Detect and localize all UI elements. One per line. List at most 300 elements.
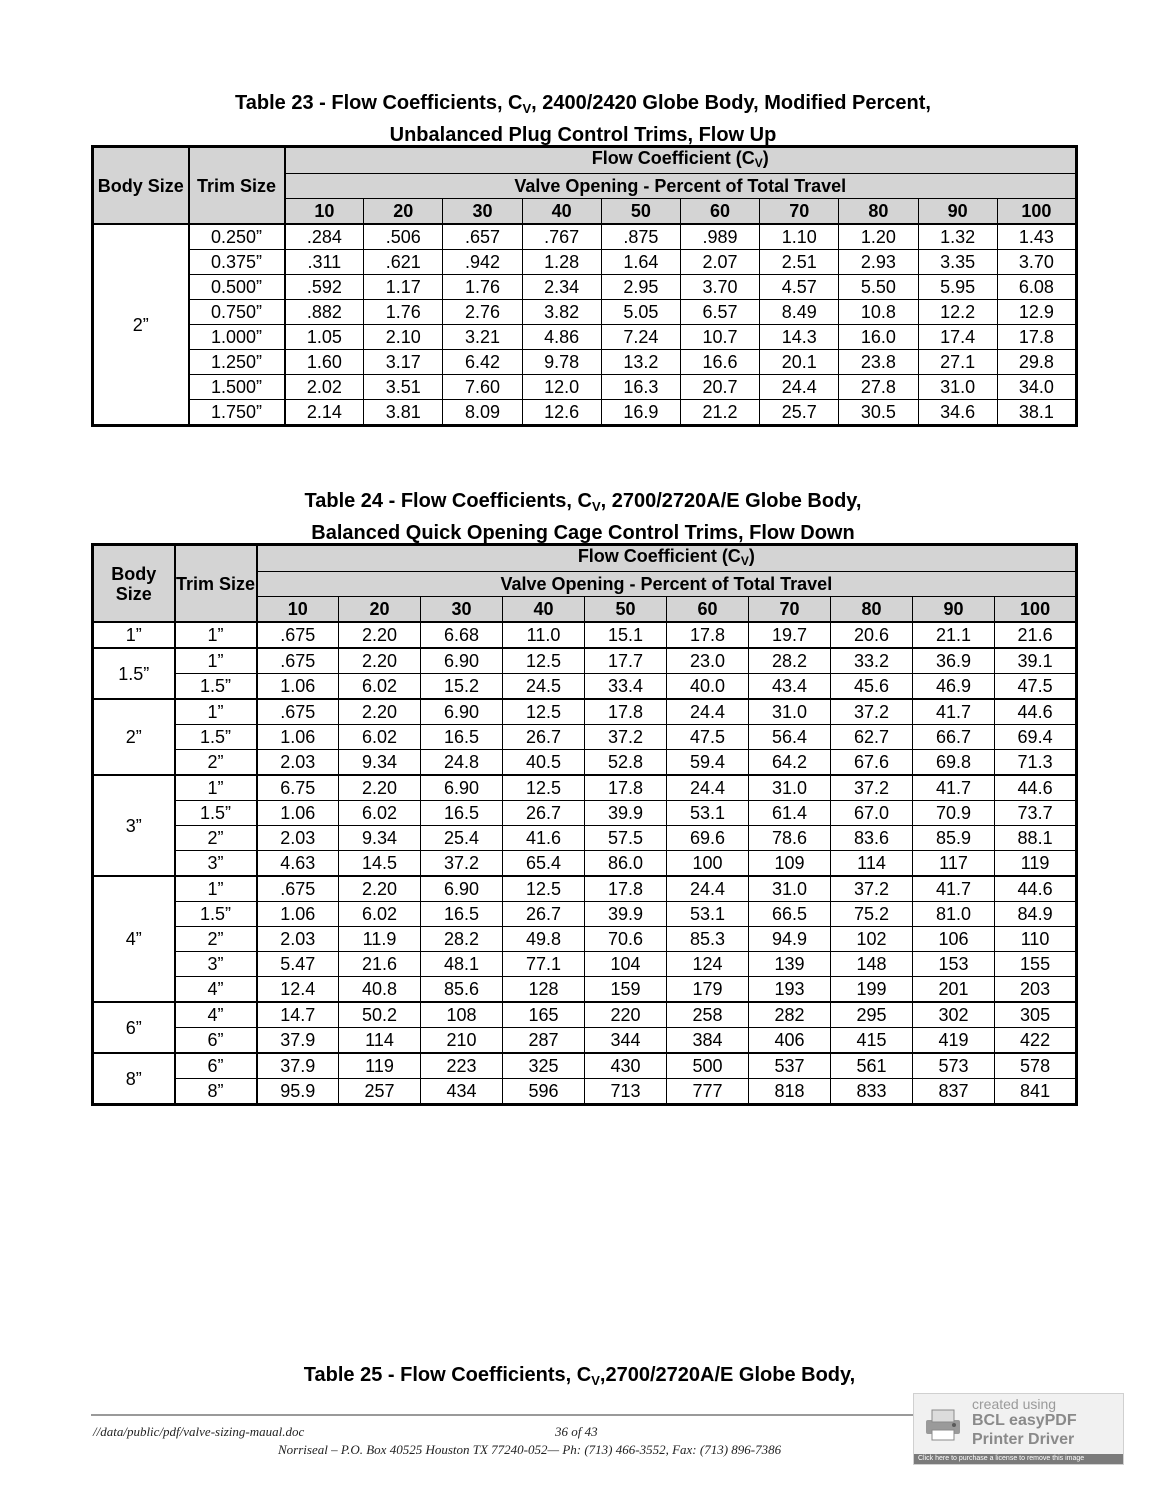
cv-value-cell: 114 — [339, 1028, 421, 1054]
cv-value-cell: 21.6 — [339, 952, 421, 977]
cv-value-cell: 12.4 — [257, 977, 339, 1003]
cv-value-cell: 33.4 — [585, 674, 667, 700]
cv-value-cell: 24.8 — [421, 750, 503, 776]
cv-value-cell: 23.8 — [839, 350, 918, 375]
body-size-cell: 4” — [93, 876, 175, 1002]
cv-value-cell: 20.6 — [831, 622, 913, 648]
cv-value-cell: 24.4 — [667, 699, 749, 725]
cv-value-cell: 223 — [421, 1053, 503, 1079]
cv-value-cell: 109 — [749, 851, 831, 877]
percent-header: 80 — [831, 597, 913, 623]
cv-value-cell: 1.32 — [918, 224, 997, 250]
trim-size-cell: 1.250” — [189, 350, 285, 375]
cv-value-cell: 6.42 — [443, 350, 522, 375]
cv-value-cell: 11.0 — [503, 622, 585, 648]
cv-value-cell: 1.05 — [285, 325, 364, 350]
trim-size-header: Trim Size — [175, 545, 257, 623]
cv-value-cell: 6.02 — [339, 725, 421, 750]
cv-value-cell: 19.7 — [749, 622, 831, 648]
cv-value-cell: 70.9 — [913, 801, 995, 826]
cv-value-cell: .882 — [285, 300, 364, 325]
cv-value-cell: 34.0 — [997, 375, 1076, 400]
cv-value-cell: 6.90 — [421, 775, 503, 801]
cv-value-cell: 15.2 — [421, 674, 503, 700]
cv-value-cell: 258 — [667, 1002, 749, 1028]
table-23-caption — [90, 90, 1076, 149]
trim-size-header: Trim Size — [189, 147, 285, 225]
cv-value-cell: 179 — [667, 977, 749, 1003]
body-size-cell: 1.5” — [93, 648, 175, 699]
cv-value-cell: 1.06 — [257, 725, 339, 750]
percent-header: 100 — [997, 199, 1076, 225]
percent-header: 10 — [285, 199, 364, 225]
cv-value-cell: 6.08 — [997, 275, 1076, 300]
percent-header: 30 — [443, 199, 522, 225]
percent-header: 30 — [421, 597, 503, 623]
trim-size-cell: 1” — [175, 876, 257, 902]
trim-size-cell: 0.375” — [189, 250, 285, 275]
cv-value-cell: .675 — [257, 622, 339, 648]
table-23-caption-line2: Unbalanced Plug Control Trims, Flow Up — [389, 124, 777, 146]
cv-value-cell: 10.8 — [839, 300, 918, 325]
cv-value-cell: 7.60 — [443, 375, 522, 400]
cv-value-cell: 31.0 — [749, 775, 831, 801]
cv-value-cell: 110 — [995, 927, 1077, 952]
percent-header: 70 — [760, 199, 839, 225]
cv-value-cell: 25.7 — [760, 400, 839, 426]
cv-value-cell: 2.20 — [339, 876, 421, 902]
trim-size-cell: 8” — [175, 1079, 257, 1105]
cv-value-cell: 20.7 — [680, 375, 759, 400]
table-row — [93, 927, 1077, 952]
table-row — [93, 648, 1077, 674]
table-row — [93, 1028, 1077, 1054]
percent-header: 40 — [503, 597, 585, 623]
cv-value-cell: 66.7 — [913, 725, 995, 750]
cv-value-cell: 305 — [995, 1002, 1077, 1028]
cv-value-cell: 41.6 — [503, 826, 585, 851]
percent-header: 50 — [585, 597, 667, 623]
trim-size-cell: 1.5” — [175, 674, 257, 700]
table-row — [93, 400, 1077, 426]
cv-value-cell: .506 — [364, 224, 443, 250]
cv-value-cell: 119 — [995, 851, 1077, 877]
cv-value-cell: 422 — [995, 1028, 1077, 1054]
cv-value-cell: 17.4 — [918, 325, 997, 350]
cv-value-cell: 1.76 — [443, 275, 522, 300]
cv-value-cell: 25.4 — [421, 826, 503, 851]
cv-value-cell: 119 — [339, 1053, 421, 1079]
cv-value-cell: 70.6 — [585, 927, 667, 952]
cv-value-cell: 1.43 — [997, 224, 1076, 250]
flow-coefficient-header: Flow Coefficient $(C_V)$ — [285, 147, 1077, 174]
cv-value-cell: 2.20 — [339, 775, 421, 801]
cv-value-cell: .675 — [257, 648, 339, 674]
footer-path: //data/public/pdf/valve-sizing-maual.doc — [93, 1424, 305, 1439]
cv-value-cell: 537 — [749, 1053, 831, 1079]
cv-value-cell: 100 — [667, 851, 749, 877]
cv-value-cell: 16.0 — [839, 325, 918, 350]
cv-value-cell: 6.90 — [421, 876, 503, 902]
cv-value-cell: 16.6 — [680, 350, 759, 375]
cv-value-cell: 108 — [421, 1002, 503, 1028]
cv-value-cell: 1.17 — [364, 275, 443, 300]
cv-value-cell: 302 — [913, 1002, 995, 1028]
cv-value-cell: 57.5 — [585, 826, 667, 851]
cv-value-cell: 6.02 — [339, 674, 421, 700]
percent-header: 80 — [839, 199, 918, 225]
cv-value-cell: 153 — [913, 952, 995, 977]
badge-line2: BCL easyPDF — [972, 1412, 1077, 1429]
table-23 — [91, 145, 1078, 427]
trim-size-cell: 0.500” — [189, 275, 285, 300]
cv-value-cell: 1.28 — [522, 250, 601, 275]
cv-value-cell: 44.6 — [995, 775, 1077, 801]
cv-value-cell: 39.9 — [585, 801, 667, 826]
cv-value-cell: 2.03 — [257, 750, 339, 776]
cv-value-cell: 13.2 — [601, 350, 680, 375]
table-24-caption-line2: Balanced Quick Opening Cage Control Trims, Flow Down — [311, 522, 855, 544]
cv-value-cell: 287 — [503, 1028, 585, 1054]
cv-value-cell: 561 — [831, 1053, 913, 1079]
cv-value-cell: .875 — [601, 224, 680, 250]
cv-value-cell: 9.78 — [522, 350, 601, 375]
cv-value-cell: 6.90 — [421, 648, 503, 674]
cv-value-cell: 818 — [749, 1079, 831, 1105]
table-row — [93, 876, 1077, 902]
cv-value-cell: 6.75 — [257, 775, 339, 801]
cv-value-cell: 8.09 — [443, 400, 522, 426]
cv-value-cell: 384 — [667, 1028, 749, 1054]
table-23-caption-line1: Table 23 - Flow Coefficients, $C_V$, 2400/2420 Globe Body, Modified Percent, — [235, 92, 931, 116]
cv-value-cell: 47.5 — [995, 674, 1077, 700]
cv-value-cell: 12.5 — [503, 775, 585, 801]
cv-value-cell: 26.7 — [503, 801, 585, 826]
cv-value-cell: 73.7 — [995, 801, 1077, 826]
table-row — [93, 622, 1077, 648]
percent-header: 40 — [522, 199, 601, 225]
cv-value-cell: 46.9 — [913, 674, 995, 700]
cv-value-cell: 27.8 — [839, 375, 918, 400]
table-24-caption-line1: Table 24 - Flow Coefficients, $C_V$, 2700/2720A/E Globe Body, — [304, 490, 862, 514]
cv-value-cell: 1.64 — [601, 250, 680, 275]
cv-value-cell: 6.90 — [421, 699, 503, 725]
cv-value-cell: 21.6 — [995, 622, 1077, 648]
cv-value-cell: 12.9 — [997, 300, 1076, 325]
cv-value-cell: 37.2 — [421, 851, 503, 877]
badge-line1: created using — [972, 1396, 1057, 1412]
cv-value-cell: 50.2 — [339, 1002, 421, 1028]
cv-value-cell: 841 — [995, 1079, 1077, 1105]
cv-value-cell: 23.0 — [667, 648, 749, 674]
cv-value-cell: 257 — [339, 1079, 421, 1105]
cv-value-cell: 14.7 — [257, 1002, 339, 1028]
cv-value-cell: 777 — [667, 1079, 749, 1105]
cv-value-cell: 78.6 — [749, 826, 831, 851]
cv-value-cell: 6.57 — [680, 300, 759, 325]
body-size-cell: 1” — [93, 622, 175, 648]
cv-value-cell: 3.81 — [364, 400, 443, 426]
cv-value-cell: 59.4 — [667, 750, 749, 776]
cv-value-cell: 24.4 — [667, 876, 749, 902]
trim-size-cell: 1.5” — [175, 902, 257, 927]
cv-value-cell: 69.4 — [995, 725, 1077, 750]
cv-value-cell: 16.5 — [421, 801, 503, 826]
table-row — [93, 1053, 1077, 1079]
table-row — [93, 725, 1077, 750]
trim-size-cell: 2” — [175, 826, 257, 851]
cv-value-cell: 2.95 — [601, 275, 680, 300]
cv-value-cell: 419 — [913, 1028, 995, 1054]
cv-value-cell: 295 — [831, 1002, 913, 1028]
cv-value-cell: 41.7 — [913, 775, 995, 801]
cv-value-cell: 86.0 — [585, 851, 667, 877]
cv-value-cell: 67.0 — [831, 801, 913, 826]
trim-size-cell: 6” — [175, 1028, 257, 1054]
cv-value-cell: 128 — [503, 977, 585, 1003]
body-size-cell: 2” — [93, 699, 175, 775]
cv-value-cell: 159 — [585, 977, 667, 1003]
table-row — [93, 375, 1077, 400]
cv-value-cell: .621 — [364, 250, 443, 275]
cv-value-cell: 434 — [421, 1079, 503, 1105]
cv-value-cell: 37.9 — [257, 1028, 339, 1054]
cv-value-cell: .284 — [285, 224, 364, 250]
cv-value-cell: 24.4 — [667, 775, 749, 801]
cv-value-cell: 44.6 — [995, 876, 1077, 902]
body-size-cell: 8” — [93, 1053, 175, 1105]
easypdf-badge[interactable] — [913, 1393, 1124, 1465]
cv-value-cell: 3.82 — [522, 300, 601, 325]
cv-value-cell: 203 — [995, 977, 1077, 1003]
cv-value-cell: 69.8 — [913, 750, 995, 776]
cv-value-cell: 40.8 — [339, 977, 421, 1003]
cv-value-cell: 17.8 — [585, 699, 667, 725]
cv-value-cell: 28.2 — [421, 927, 503, 952]
cv-value-cell: 45.6 — [831, 674, 913, 700]
cv-value-cell: 69.6 — [667, 826, 749, 851]
cv-value-cell: 1.06 — [257, 674, 339, 700]
cv-value-cell: 833 — [831, 1079, 913, 1105]
trim-size-cell: 1.500” — [189, 375, 285, 400]
cv-value-cell: 2.20 — [339, 699, 421, 725]
cv-value-cell: 27.1 — [918, 350, 997, 375]
cv-value-cell: 3.70 — [680, 275, 759, 300]
cv-value-cell: 37.2 — [585, 725, 667, 750]
cv-value-cell: 85.9 — [913, 826, 995, 851]
cv-value-cell: 31.0 — [749, 876, 831, 902]
cv-value-cell: 596 — [503, 1079, 585, 1105]
cv-value-cell: 17.8 — [585, 876, 667, 902]
cv-value-cell: 5.50 — [839, 275, 918, 300]
trim-size-cell: 4” — [175, 1002, 257, 1028]
trim-size-cell: 3” — [175, 851, 257, 877]
cv-value-cell: 2.10 — [364, 325, 443, 350]
cv-value-cell: 49.8 — [503, 927, 585, 952]
trim-size-cell: 6” — [175, 1053, 257, 1079]
cv-value-cell: 3.51 — [364, 375, 443, 400]
table-row — [93, 350, 1077, 375]
cv-value-cell: 2.20 — [339, 648, 421, 674]
table-row — [93, 826, 1077, 851]
table-25-caption: Table 25 - Flow Coefficients, $C_V,2700/2720A/E$ Globe Body, — [303, 1364, 856, 1388]
badge-line3: Printer Driver — [972, 1431, 1075, 1448]
cv-value-cell: 43.4 — [749, 674, 831, 700]
cv-value-cell: .989 — [680, 224, 759, 250]
cv-value-cell: 30.5 — [839, 400, 918, 426]
cv-value-cell: 83.6 — [831, 826, 913, 851]
cv-value-cell: 4.63 — [257, 851, 339, 877]
cv-value-cell: 6.02 — [339, 801, 421, 826]
cv-value-cell: 84.9 — [995, 902, 1077, 927]
cv-value-cell: 1.20 — [839, 224, 918, 250]
footer-address: Norriseal – P.O. Box 40525 Houston TX 77240-052— Ph: (713) 466-3552, Fax: (713) 896-7386 — [278, 1442, 782, 1457]
cv-value-cell: 34.6 — [918, 400, 997, 426]
cv-value-cell: 12.5 — [503, 648, 585, 674]
table-row — [93, 699, 1077, 725]
cv-value-cell: 104 — [585, 952, 667, 977]
cv-value-cell: 15.1 — [585, 622, 667, 648]
body-size-header: Body Size — [93, 147, 189, 225]
cv-value-cell: 17.8 — [585, 775, 667, 801]
table-24-caption — [90, 488, 1076, 547]
cv-value-cell: 37.2 — [831, 876, 913, 902]
cv-value-cell: .767 — [522, 224, 601, 250]
cv-value-cell: 47.5 — [667, 725, 749, 750]
cv-value-cell: 102 — [831, 927, 913, 952]
cv-value-cell: 94.9 — [749, 927, 831, 952]
cv-value-cell: 165 — [503, 1002, 585, 1028]
cv-value-cell: 12.6 — [522, 400, 601, 426]
trim-size-cell: 1.5” — [175, 725, 257, 750]
cv-value-cell: 40.0 — [667, 674, 749, 700]
cv-value-cell: 9.34 — [339, 750, 421, 776]
cv-value-cell: 16.3 — [601, 375, 680, 400]
flow-coefficient-header: Flow Coefficient $(C_V)$ — [257, 545, 1077, 572]
cv-value-cell: .592 — [285, 275, 364, 300]
table-row — [93, 952, 1077, 977]
cv-value-cell: 2.93 — [839, 250, 918, 275]
trim-size-cell: 3” — [175, 952, 257, 977]
cv-value-cell: 573 — [913, 1053, 995, 1079]
cv-value-cell: 415 — [831, 1028, 913, 1054]
cv-value-cell: 2.14 — [285, 400, 364, 426]
cv-value-cell: 62.7 — [831, 725, 913, 750]
cv-value-cell: 12.0 — [522, 375, 601, 400]
cv-value-cell: 16.5 — [421, 725, 503, 750]
badge-purchase-link[interactable]: Click here to purchase a license to remove this image — [914, 1454, 1123, 1464]
cv-value-cell: 31.0 — [749, 699, 831, 725]
cv-value-cell: 2.34 — [522, 275, 601, 300]
trim-size-cell: 1.000” — [189, 325, 285, 350]
cv-value-cell: 12.5 — [503, 876, 585, 902]
cv-value-cell: 12.5 — [503, 699, 585, 725]
cv-value-cell: 53.1 — [667, 902, 749, 927]
cv-value-cell: 2.03 — [257, 927, 339, 952]
cv-value-cell: 66.5 — [749, 902, 831, 927]
table-row — [93, 775, 1077, 801]
body-size-header: Body Size — [93, 545, 175, 623]
cv-value-cell: .675 — [257, 876, 339, 902]
cv-value-cell: 20.1 — [760, 350, 839, 375]
percent-header: 10 — [257, 597, 339, 623]
cv-value-cell: 16.9 — [601, 400, 680, 426]
percent-header: 90 — [918, 199, 997, 225]
cv-value-cell: 41.7 — [913, 699, 995, 725]
cv-value-cell: 21.1 — [913, 622, 995, 648]
cv-value-cell: 44.6 — [995, 699, 1077, 725]
cv-value-cell: 344 — [585, 1028, 667, 1054]
footer-page-number: 36 of 43 — [555, 1424, 598, 1439]
table-row — [93, 1002, 1077, 1028]
cv-value-cell: 29.8 — [997, 350, 1076, 375]
cv-value-cell: 2.20 — [339, 622, 421, 648]
trim-size-cell: 1.5” — [175, 801, 257, 826]
cv-value-cell: 40.5 — [503, 750, 585, 776]
cv-value-cell: 37.2 — [831, 775, 913, 801]
trim-size-cell: 0.250” — [189, 224, 285, 250]
cv-value-cell: 201 — [913, 977, 995, 1003]
cv-value-cell: 26.7 — [503, 725, 585, 750]
cv-value-cell: 124 — [667, 952, 749, 977]
cv-value-cell: 199 — [831, 977, 913, 1003]
cv-value-cell: 24.4 — [760, 375, 839, 400]
cv-value-cell: 148 — [831, 952, 913, 977]
cv-value-cell: 14.3 — [760, 325, 839, 350]
table-row — [93, 250, 1077, 275]
cv-value-cell: 2.76 — [443, 300, 522, 325]
percent-header: 60 — [667, 597, 749, 623]
cv-value-cell: 3.35 — [918, 250, 997, 275]
cv-value-cell: .942 — [443, 250, 522, 275]
table-row — [93, 851, 1077, 877]
percent-header: 90 — [913, 597, 995, 623]
cv-value-cell: 713 — [585, 1079, 667, 1105]
cv-value-cell: 1.10 — [760, 224, 839, 250]
cv-value-cell: 28.2 — [749, 648, 831, 674]
body-size-cell: 3” — [93, 775, 175, 876]
valve-opening-header: Valve Opening - Percent of Total Travel — [257, 572, 1077, 597]
cv-value-cell: 6.68 — [421, 622, 503, 648]
cv-value-cell: 1.60 — [285, 350, 364, 375]
printer-icon — [922, 1406, 964, 1442]
cv-value-cell: 6.02 — [339, 902, 421, 927]
cv-value-cell: 220 — [585, 1002, 667, 1028]
cv-value-cell: 17.7 — [585, 648, 667, 674]
cv-value-cell: 33.2 — [831, 648, 913, 674]
cv-value-cell: 3.70 — [997, 250, 1076, 275]
cv-value-cell: 2.07 — [680, 250, 759, 275]
cv-value-cell: 12.2 — [918, 300, 997, 325]
cv-value-cell: 8.49 — [760, 300, 839, 325]
percent-header: 20 — [339, 597, 421, 623]
cv-value-cell: 4.57 — [760, 275, 839, 300]
table-row — [93, 902, 1077, 927]
cv-value-cell: 64.2 — [749, 750, 831, 776]
cv-value-cell: 53.1 — [667, 801, 749, 826]
cv-value-cell: 36.9 — [913, 648, 995, 674]
header-row-flow — [93, 545, 1077, 572]
cv-value-cell: 14.5 — [339, 851, 421, 877]
cv-value-cell: 85.6 — [421, 977, 503, 1003]
cv-value-cell: 81.0 — [913, 902, 995, 927]
cv-value-cell: 1.06 — [257, 902, 339, 927]
cv-value-cell: 16.5 — [421, 902, 503, 927]
cv-value-cell: 21.2 — [680, 400, 759, 426]
table-row — [93, 325, 1077, 350]
cv-value-cell: 1.06 — [257, 801, 339, 826]
cv-value-cell: 88.1 — [995, 826, 1077, 851]
